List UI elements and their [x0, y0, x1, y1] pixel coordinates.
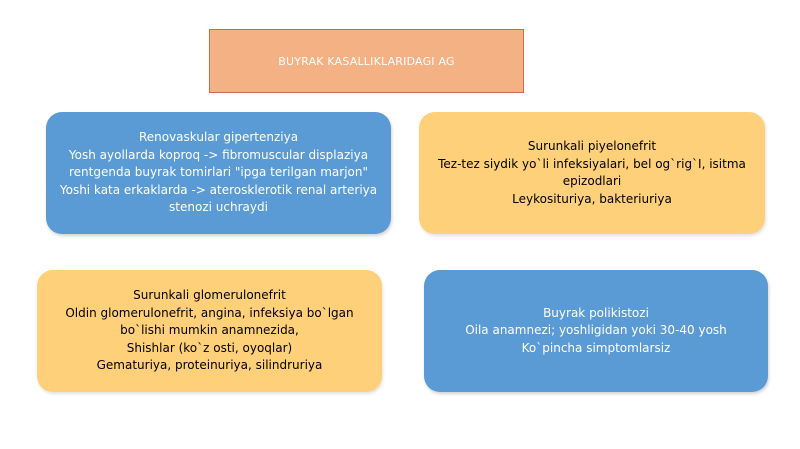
polycystic-heading: Buyrak polikistozi	[543, 305, 649, 320]
glomerulonephritis-line: Oldin glomerulonefrit, angina, infeksiya bo`lgan	[65, 305, 354, 320]
glomerulonephritis-line: Shishlar (ko`z osti, oyoqlar)	[126, 340, 293, 355]
title-text: BUYRAK KASALLIKLARIDAGI AG	[278, 54, 455, 68]
pyelonephritis-box	[419, 112, 765, 234]
title-box	[209, 29, 524, 93]
polycystic-box	[424, 270, 768, 392]
renovascular-line: stenozi uchraydi	[169, 200, 268, 215]
glomerulonephritis-box	[37, 270, 382, 392]
renovascular-line: rentgenda buyrak tomirlari "ipga terilgan marjon"	[68, 165, 368, 180]
renovascular-line: Yosh ayollarda koproq -> fibromuscular displaziya	[68, 147, 369, 162]
polycystic-line: Ko`pincha simptomlarsiz	[521, 340, 671, 355]
glomerulonephritis-line: bo`lishi mumkin anamnezida,	[120, 323, 299, 338]
renovascular-box	[46, 112, 391, 234]
pyelonephritis-line: epizodlari	[562, 174, 622, 188]
polycystic-line: Oila anamnezi; yoshligidan yoki 30-40 yosh	[465, 323, 727, 338]
pyelonephritis-heading: Surunkali piyelonefrit	[527, 139, 657, 153]
pyelonephritis-line: Leykosituriya, bakteriuriya	[512, 191, 672, 206]
glomerulonephritis-heading: Surunkali glomerulonefrit	[133, 288, 286, 303]
renovascular-line: Yoshi kata erkaklarda -> aterosklerotik renal arteriya	[59, 182, 378, 197]
pyelonephritis-line: Tez-tez siydik yo`li infeksiyalari, bel og`rig`I, isitma	[438, 156, 746, 171]
renovascular-heading: Renovaskular gipertenziya	[138, 130, 299, 145]
glomerulonephritis-line: Gematuriya, proteinuriya, silindruriya	[96, 358, 323, 373]
